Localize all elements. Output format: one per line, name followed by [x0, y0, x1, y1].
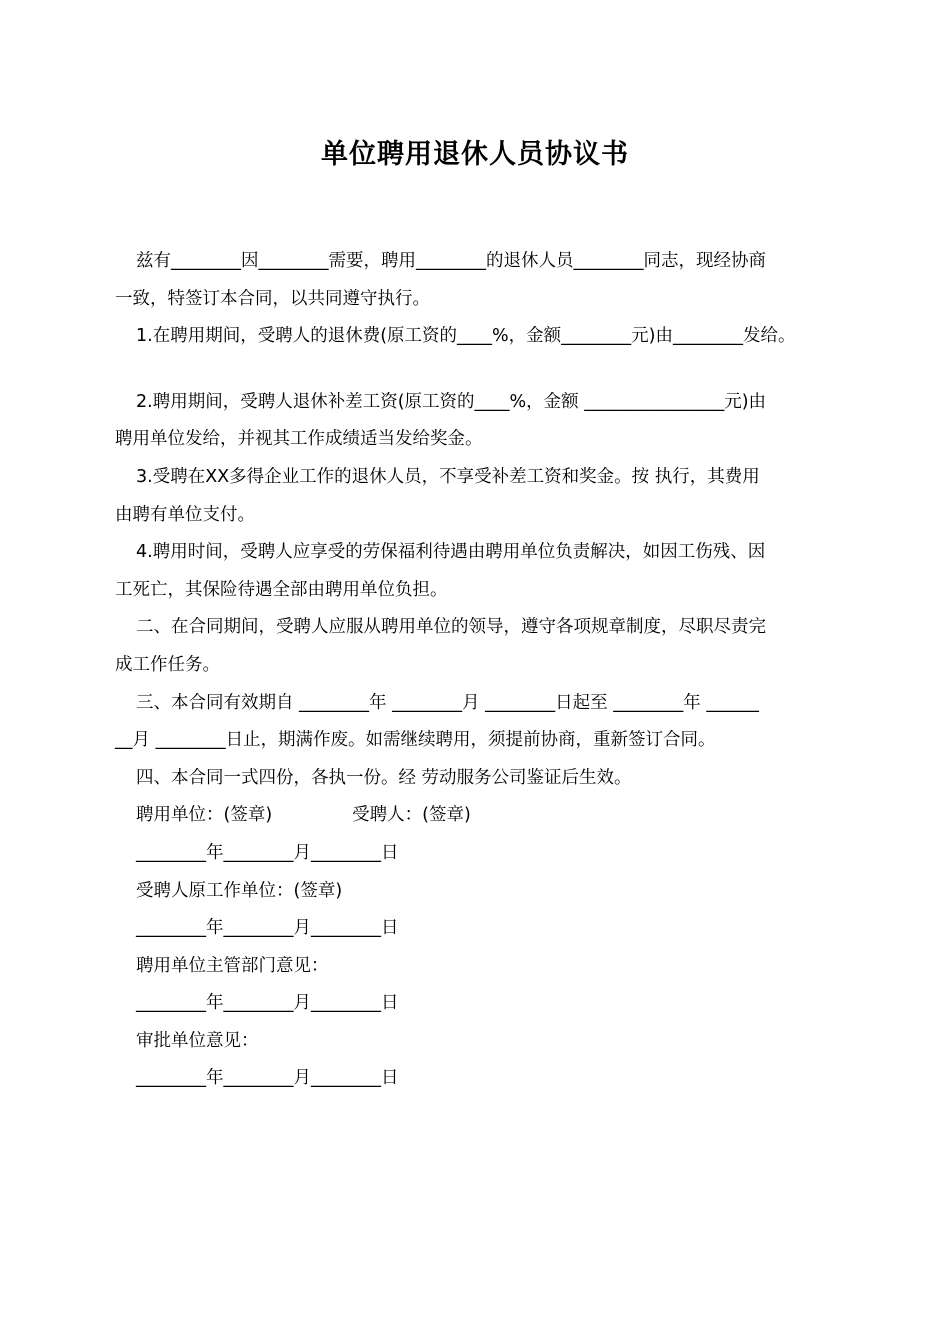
- clause-4-line-2: 工死亡，其保险待遇全部由聘用单位负担。: [115, 579, 448, 600]
- date-line-3: ________年________月________日: [136, 993, 399, 1014]
- date-line-2: ________年________月________日: [136, 918, 399, 939]
- approval-opinion-label: 审批单位意见：: [136, 1030, 259, 1051]
- section-2-line-2: 成工作任务。: [115, 654, 220, 675]
- clause-3-line-2: 由聘有单位支付。: [115, 504, 255, 525]
- section-3-line-2: __月 ________日止，期满作废。如需继续聘用，须提前协商，重新签订合同。: [115, 730, 716, 751]
- employee-signature-label: 受聘人：(签章): [352, 805, 471, 826]
- document-body: [115, 243, 837, 1098]
- clause-2-line-1: 2.聘用期间，受聘人退休补差工资(原工资的____%，金额 ________________元)由: [136, 391, 767, 412]
- date-line-1: ________年________月________日: [136, 842, 399, 863]
- section-4: 四、本合同一式四份，各执一份。经 劳动服务公司鉴证后生效。: [136, 767, 632, 788]
- document-title: 单位聘用退休人员协议书: [321, 139, 629, 170]
- employer-signature-label: 聘用单位：(签章): [136, 805, 273, 826]
- clause-2-line-2: 聘用单位发给，并视其工作成绩适当发给奖金。: [115, 429, 483, 450]
- intro-line-2: 一致，特签订本合同，以共同遵守执行。: [115, 288, 430, 309]
- signature-row: [115, 797, 837, 835]
- department-opinion-label: 聘用单位主管部门意见：: [136, 955, 329, 976]
- section-2-line-1: 二、在合同期间，受聘人应服从聘用单位的领导，遵守各项规章制度，尽职尽责完: [136, 617, 766, 638]
- date-line-4: ________年________月________日: [136, 1068, 399, 1089]
- original-unit-signature-label: 受聘人原工作单位：(签章): [136, 880, 343, 901]
- clause-1: 1.在聘用期间，受聘人的退休费(原工资的____%，金额________元)由________发给。: [136, 326, 796, 347]
- section-3-line-1: 三、本合同有效期自 ________年 ________月 ________日起至 ________年 ______: [136, 692, 759, 713]
- clause-3-line-1: 3.受聘在XX多得企业工作的退休人员，不享受补差工资和奖金。按 执行，其费用: [136, 466, 760, 487]
- intro-line-1: 兹有________因________需要，聘用________的退休人员________同志，现经协商: [136, 251, 766, 271]
- clause-4-line-1: 4.聘用时间，受聘人应享受的劳保福利待遇由聘用单位负责解决，如因工伤残、因: [136, 542, 766, 563]
- blank-gap: [115, 356, 837, 384]
